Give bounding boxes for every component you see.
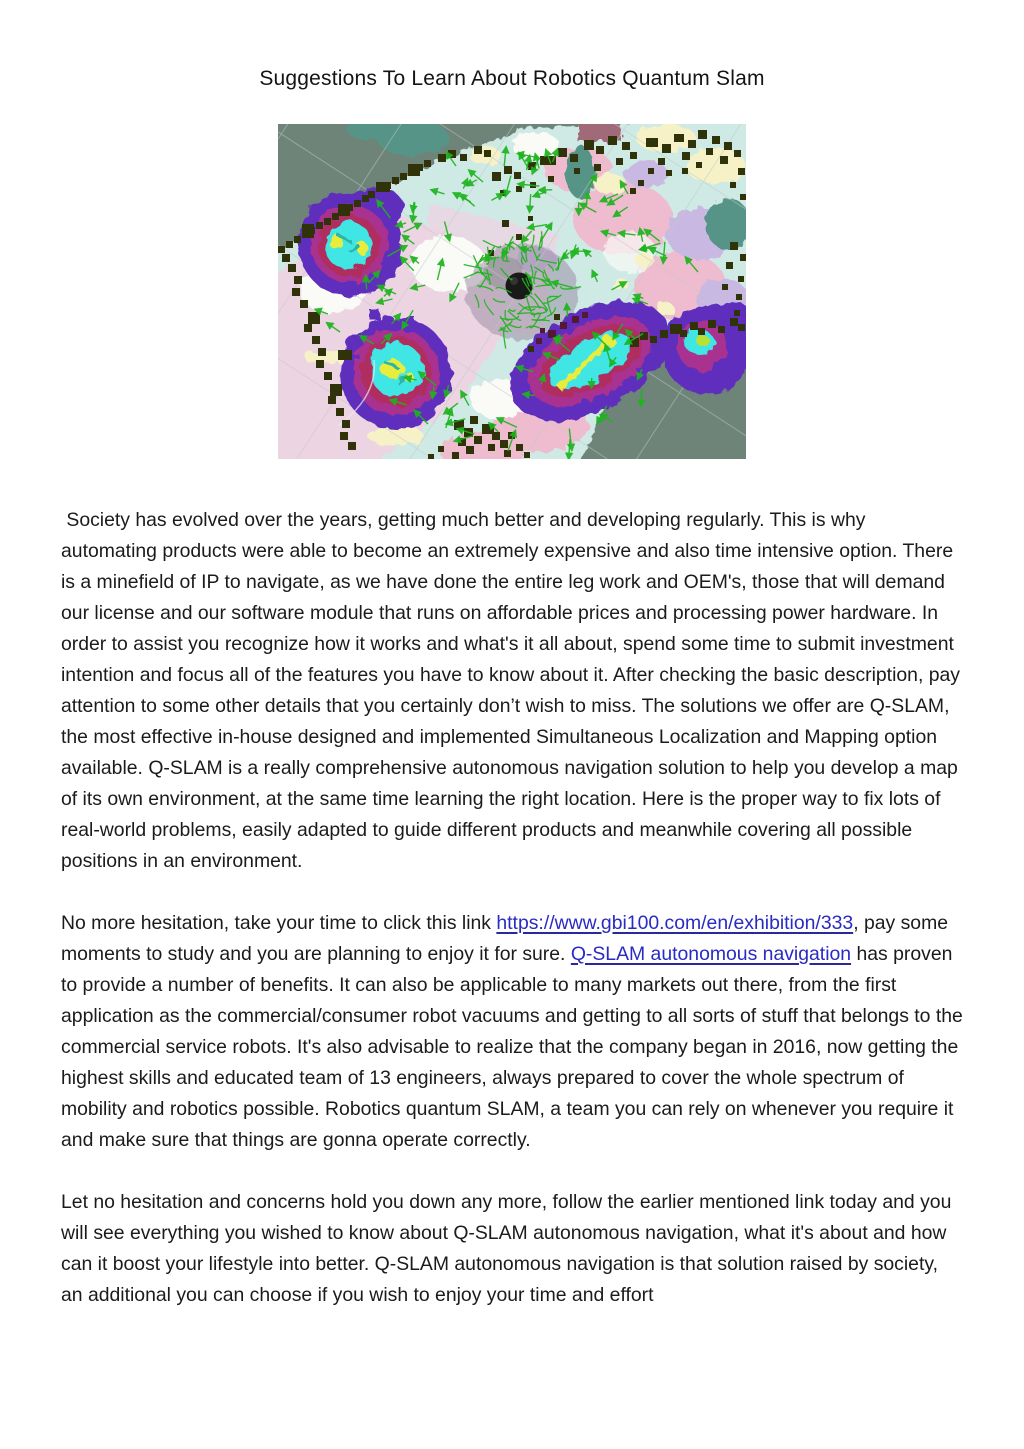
gbi100-link[interactable]: https://www.gbi100.com/en/exhibition/333 — [496, 912, 854, 934]
slam-map-image — [278, 124, 746, 459]
page-title: Suggestions To Learn About Robotics Quantum Slam — [259, 67, 765, 90]
paragraph-3: Let no hesitation and concerns hold you down any more, follow the earlier mentioned link today and you will see everything you wished to know about Q-SLAM autonomous navigation, what it's about and how can it boost your lifestyle into better. Q-SLAM autonomous navigation is that solution raised by society, an additional you can choose if you wish to enjoy your time and effort — [61, 1191, 957, 1306]
qslam-navigation-link[interactable]: Q-SLAM autonomous navigation — [570, 943, 852, 965]
paragraph-2-text-c: has proven to provide a number of benefits. It can also be applicable to many markets out there, from the first application as the commercial/consumer robot vacuums and getting to all sorts of stuff that belongs to the commercial service robots. It's also advisable to realize that the company began in 2016, now getting the highest skills and educated team of 13 engineers, always prepared to cover the whole spectrum of mobility and robotics possible. Robotics quantum SLAM, a team you can rely on whenever you require it and make sure that things are gonna operate correctly. — [61, 943, 969, 1151]
paragraph-2-text-b: , pay some moments to study and you are planning to enjoy it for sure. — [61, 912, 954, 965]
paragraph-2-text-a: No more hesitation, take your time to click this link — [61, 912, 497, 934]
slam-map-figure — [278, 124, 746, 459]
article-body — [61, 505, 969, 1311]
paragraph-1: Society has evolved over the years, getting much better and developing regularly. This is why automating products were able to become an extremely expensive and also time intensive option. There is a minefield of IP to navigate, as we have done the entire leg work and OEM's, those that will demand our license and our software module that runs on affordable prices and processing power hardware. In order to assist you recognize how it works and what's it all about, spend some time to submit investment intention and focus all of the features you have to know about it. After checking the basic description, pay attention to some other details that you certainly don’t wish to miss. The solutions we offer are Q-SLAM, the most effective in-house designed and implemented Simultaneous Localization and Mapping option available. Q-SLAM is a really comprehensive autonomous navigation solution to help you develop a map of its own environment, at the same time learning the right location. Here is the proper way to fix lots of real-world problems, easily adapted to guide different products and meanwhile covering all possible positions in an environment. — [61, 509, 966, 872]
paragraph-2 — [61, 908, 969, 1156]
